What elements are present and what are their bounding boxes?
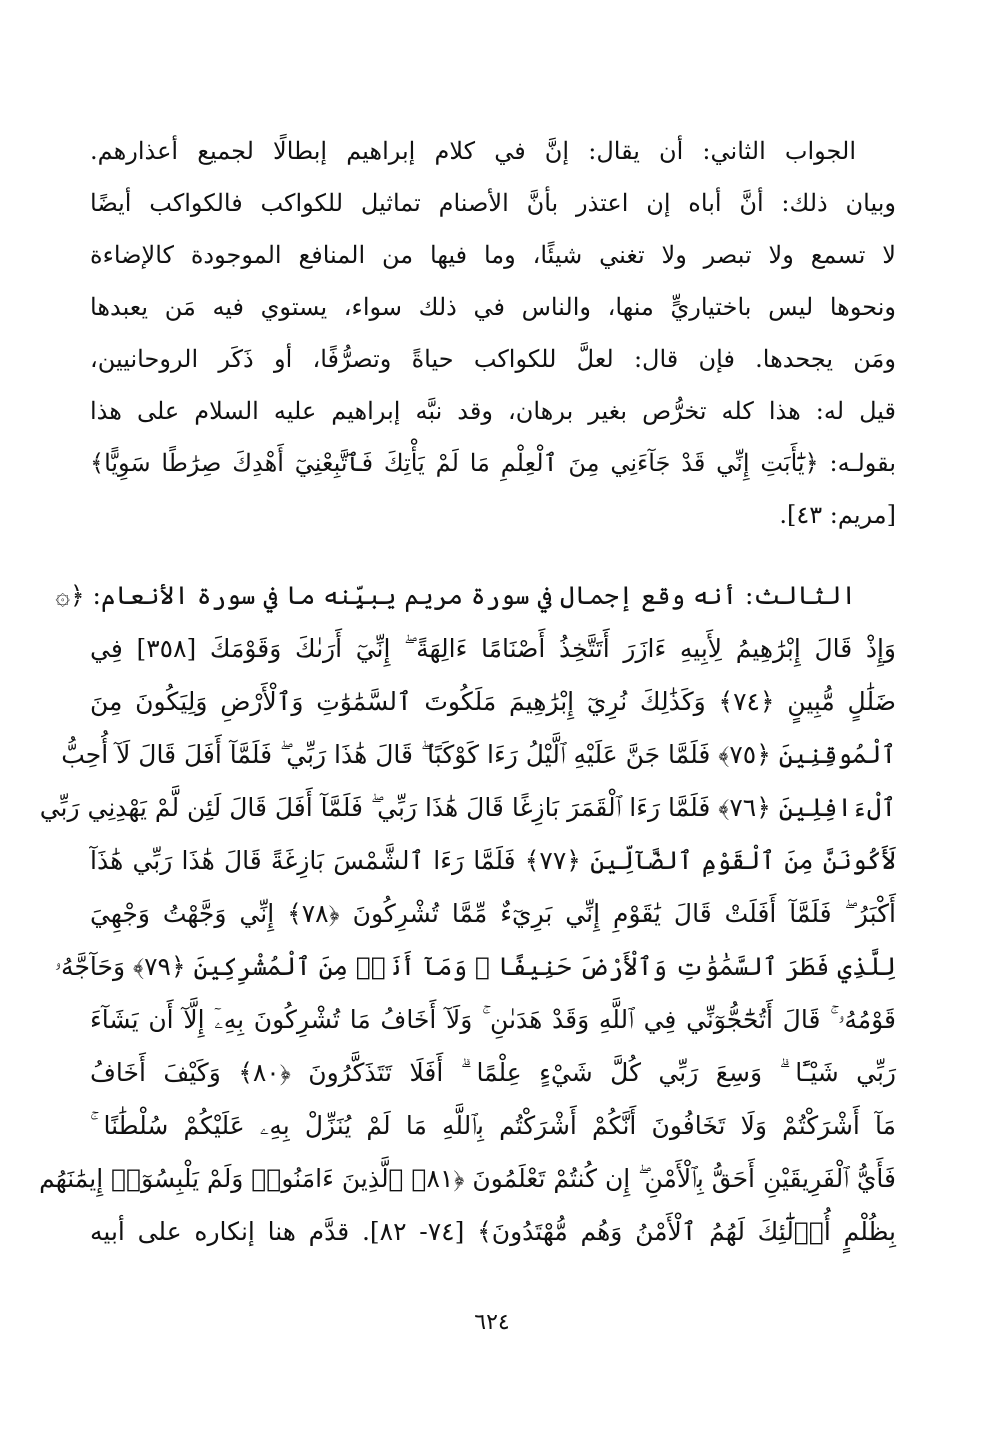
- text-line: ونحوها ليس باختياريٍّ منها، والناس في ذلك سواء، يستوي فيه مَن يعبدها: [90, 293, 896, 321]
- page-number: ٦٢٤: [474, 1310, 510, 1335]
- quran-verse-line: ضَلَٰلٍ مُّبِينٍ ﴿٧٤﴾ وَكَذَٰلِكَ نُرِيٓ إِبْرَٰهِيمَ مَلَكُوتَ ٱلسَّمَٰوَٰتِ وَٱلْأَرْضِ وَلِيَكُونَ مِنَ: [90, 687, 896, 716]
- quran-verse-line: لَأَكُونَنَّ مِنَ ٱلْقَوْمِ ٱلضَّآلِّينَ ﴿٧٧﴾ فَلَمَّا رَءَا ٱلشَّمْسَ بَازِغَةً قَالَ هَٰذَا رَبِّي هَٰذَآ: [90, 846, 896, 875]
- quran-verse-line: أَكْبَرُ ۖ فَلَمَّآ أَفَلَتْ قَالَ يَٰقَوْمِ إِنِّي بَرِيٓءٌ مِّمَّا تُشْرِكُونَ ﴿٧٨﴾ إِنِّي وَجَّهْتُ وَجْهِيَ: [90, 899, 896, 928]
- text-line: ومَن يجحدها. فإن قال: لعلَّ للكواكب حياةً وتصرُّفًا، أو ذَكَر الروحانيين،: [90, 345, 896, 373]
- citation-line: [مريم: ٤٣].: [779, 501, 896, 529]
- text-line: الجواب الثاني: أن يقال: إنَّ في كلام إبراهيم إبطالًا لجميع أعذارهم.: [90, 137, 856, 165]
- quran-verse-line: فَأَيُّ ٱلْفَرِيقَيْنِ أَحَقُّ بِٱلْأَمْنِ ۖ إِن كُنتُمْ تَعْلَمُونَ ﴿٨١﴾ ٱلَّذِينَ ءَامَنُوا۟ وَلَمْ يَلْبِسُوٓا۟ إِيمَٰنَهُم: [39, 1164, 896, 1193]
- quran-verse-line: ٱلْءَافِلِينَ ﴿٧٦﴾ فَلَمَّا رَءَا ٱلْقَمَرَ بَازِغًا قَالَ هَٰذَا رَبِّي ۖ فَلَمَّآ أَفَلَ قَالَ لَئِن لَّمْ يَهْدِنِي رَبِّي: [39, 793, 896, 822]
- text-line: الثالث: أنه وقع إجمال في سورة مريم يبيِّنه ما في سورة الأنعام: ﴿۞: [55, 581, 856, 610]
- quran-verse-line: مَآ أَشْرَكْتُمْ وَلَا تَخَافُونَ أَنَّكُمْ أَشْرَكْتُم بِٱللَّهِ مَا لَمْ يُنَزِّلْ بِهِۦ عَلَيْكُمْ سُلْطَٰنًا ۚ: [90, 1111, 896, 1140]
- quran-verse-line: لِلَّذِي فَطَرَ ٱلسَّمَٰوَٰتِ وَٱلْأَرْضَ حَنِيفًا ۖ وَمَآ أَنَا۠ مِنَ ٱلْمُشْرِكِينَ ﴿٧٩﴾ وَحَآجَّهُۥ: [54, 952, 896, 981]
- quran-verse-line: بِظُلْمٍ أُو۟لَٰٓئِكَ لَهُمُ ٱلْأَمْنُ وَهُم مُّهْتَدُونَ﴾ [٧٤- ٨٢]. قدَّم هنا إنكاره على أبيه: [90, 1217, 896, 1246]
- quran-quote-line: بقولـه: ﴿يَٰٓأَبَتِ إِنِّي قَدْ جَآءَنِي مِنَ ٱلْعِلْمِ مَا لَمْ يَأْتِكَ فَٱتَّبِعْنِيٓ أَهْدِكَ صِرَٰطًا سَوِيًّا﴾: [90, 449, 896, 477]
- quran-verse-line: رَبِّي شَيْـًٔا ۗ وَسِعَ رَبِّي كُلَّ شَيْءٍ عِلْمًا ۗ أَفَلَا تَتَذَكَّرُونَ ﴿٨٠﴾ وَكَيْفَ أَخَافُ: [90, 1058, 897, 1087]
- text-line: لا تسمع ولا تبصر ولا تغني شيئًا، وما فيها من المنافع الموجودة كالإضاءة: [90, 241, 896, 269]
- text-line: وبيان ذلك: أنَّ أباه إن اعتذر بأنَّ الأصنام تماثيل للكواكب فالكواكب أيضًا: [90, 189, 896, 217]
- quran-verse-line: قَوْمُهُۥ ۚ قَالَ أَتُحَٰٓجُّوٓنِّي فِي ٱللَّهِ وَقَدْ هَدَىٰنِ ۚ وَلَآ أَخَافُ مَا تُشْرِكُونَ بِهِۦٓ إِلَّآ أَن يَشَآءَ: [90, 1005, 896, 1034]
- text-line: قيل له: هذا كله تخرُّص بغير برهان، وقد نبَّه إبراهيم عليه السلام على هذا: [90, 397, 896, 425]
- paragraph-second-answer: [90, 125, 896, 541]
- paragraph-third-answer: [39, 569, 897, 1258]
- page-body: [39, 125, 897, 1258]
- quran-verse-line: ٱلْمُوقِنِينَ ﴿٧٥﴾ فَلَمَّا جَنَّ عَلَيْهِ ٱلَّيْلُ رَءَا كَوْكَبًا ۖ قَالَ هَٰذَا رَبِّي ۖ فَلَمَّآ أَفَلَ قَالَ لَآ أُحِبُّ: [61, 740, 896, 769]
- quran-verse-line: وَإِذْ قَالَ إِبْرَٰهِيمُ لِأَبِيهِ ءَازَرَ أَتَتَّخِذُ أَصْنَامًا ءَالِهَةً ۖ إِنِّيٓ أَرَىٰكَ وَقَوْمَكَ [٣٥٨] فِي: [90, 634, 896, 663]
